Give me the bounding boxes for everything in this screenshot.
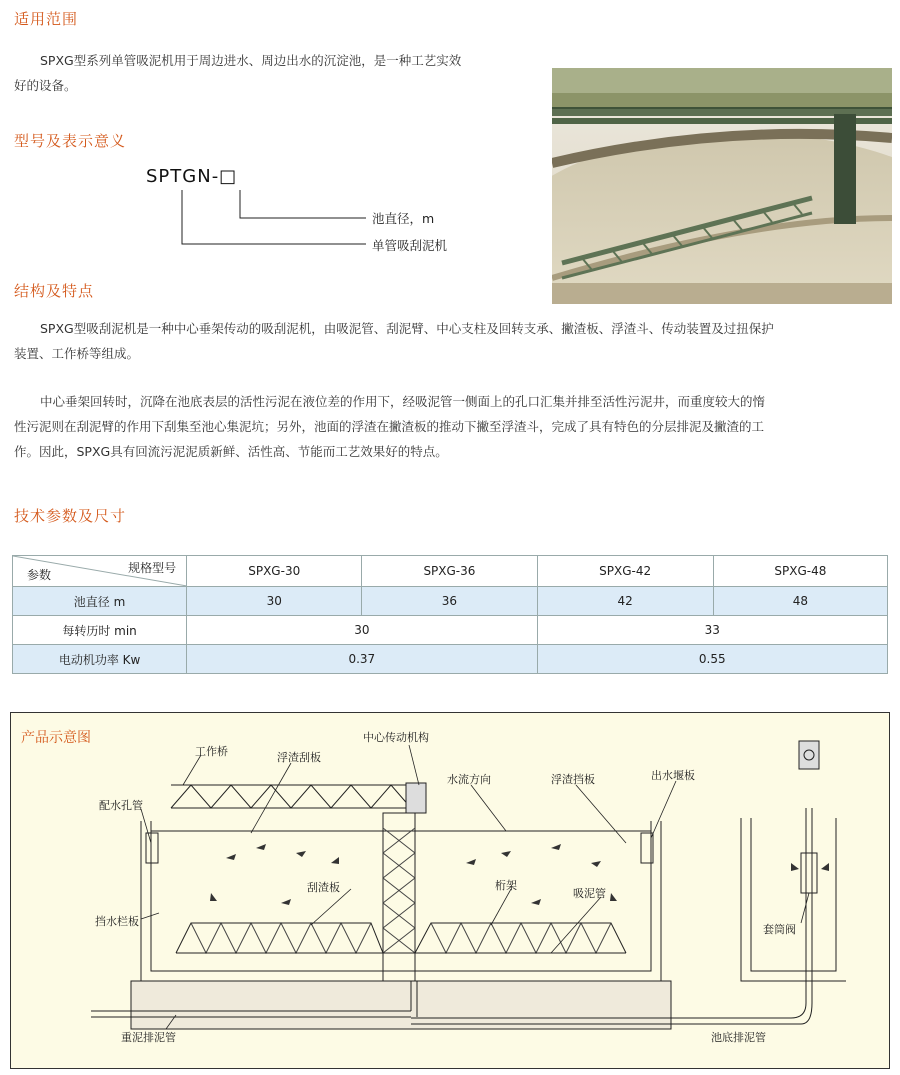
table-cell: 36 — [362, 587, 537, 616]
table-header-row — [13, 556, 888, 587]
table-header-model: SPXG-42 — [537, 556, 713, 587]
structure-p1-line-2: 装置、工作桥等组成。 — [14, 346, 140, 361]
label-heavy-sludge-pipe: 重泥排泥管 — [121, 1031, 176, 1044]
section-title-structure: 结构及特点 — [14, 282, 95, 300]
structure-p2-line-2: 性污泥则在刮泥臂的作用下刮集至池心集泥坑；另外，池面的浮渣在撇渣板的推动下撇至浮渣斗，完成了具有特色的分层排泥及撇渣的工 — [14, 419, 765, 434]
section-title-scope: 适用范围 — [14, 10, 79, 28]
table-cell: 0.37 — [187, 645, 537, 674]
structure-paragraph-1 — [14, 316, 894, 366]
label-scraper-plate: 刮渣板 — [307, 881, 340, 894]
label-center-drive: 中心传动机构 — [363, 731, 429, 744]
label-truss: 桁架 — [495, 879, 517, 892]
product-photo — [552, 68, 892, 304]
table-cell: 30 — [187, 587, 362, 616]
table-row — [13, 645, 888, 674]
table-header-model: SPXG-48 — [713, 556, 887, 587]
label-suction-pipe: 吸泥管 — [573, 887, 606, 900]
label-sleeve-valve: 套筒阀 — [763, 923, 796, 936]
table-cell: 48 — [713, 587, 887, 616]
table-row-label: 电动机功率 Kw — [13, 645, 187, 674]
product-schematic — [10, 712, 890, 1069]
structure-p2-line-1: 中心垂架回转时，沉降在池底表层的活性污泥在液位差的作用下，经吸泥管一侧面上的孔口汇集并排至活性污泥井，而重度较大的惰 — [40, 394, 766, 409]
label-outlet-weir: 出水堰板 — [651, 769, 695, 782]
corner-label-param: 参数 — [27, 568, 52, 582]
model-code: SPTGN-□ — [146, 166, 238, 187]
label-inlet-pipe: 配水孔管 — [99, 799, 143, 812]
scope-line-2: 好的设备。 — [14, 78, 77, 93]
label-flow-direction: 水流方向 — [447, 773, 491, 786]
table-row-label: 池直径 m — [13, 587, 187, 616]
table-cell: 0.55 — [537, 645, 887, 674]
spec-table — [12, 555, 888, 674]
corner-label-model: 规格型号 — [128, 561, 177, 575]
label-scum-scraper: 浮渣刮板 — [277, 751, 321, 764]
label-scum-baffle: 浮渣挡板 — [551, 773, 595, 786]
table-header-model: SPXG-30 — [187, 556, 362, 587]
label-pool-diameter: 池直径，m — [372, 211, 435, 226]
table-corner-cell — [13, 556, 187, 587]
table-row — [13, 587, 888, 616]
schematic-title: 产品示意图 — [21, 730, 91, 746]
section-title-params: 技术参数及尺寸 — [14, 507, 127, 525]
table-row-label: 每转历时 min — [13, 616, 187, 645]
table-header-model: SPXG-36 — [362, 556, 537, 587]
table-row — [13, 616, 888, 645]
table-cell: 30 — [187, 616, 537, 645]
structure-paragraph-2 — [14, 389, 894, 464]
label-baffle: 挡水栏板 — [95, 915, 139, 928]
table-cell: 33 — [537, 616, 887, 645]
structure-p2-line-3: 作。因此，SPXG具有回流污泥泥质新鲜、活性高、节能而工艺效果好的特点。 — [14, 444, 448, 459]
schematic-drawing — [11, 713, 889, 1068]
structure-p1-line-1: SPXG型吸刮泥机是一种中心垂架传动的吸刮泥机，由吸泥管、刮泥臂、中心支柱及回转支承、撇渣板、浮渣斗、传动装置及过扭保护 — [40, 321, 774, 336]
model-code-leader-lines — [0, 0, 560, 270]
label-work-bridge: 工作桥 — [195, 745, 228, 758]
label-bottom-sludge-pipe: 池底排泥管 — [711, 1031, 766, 1044]
section-title-model: 型号及表示意义 — [14, 132, 127, 150]
table-cell: 42 — [537, 587, 713, 616]
scope-line-1: SPXG型系列单管吸泥机用于周边进水、周边出水的沉淀池，是一种工艺实效 — [40, 53, 462, 68]
label-model-type: 单管吸刮泥机 — [372, 238, 448, 253]
